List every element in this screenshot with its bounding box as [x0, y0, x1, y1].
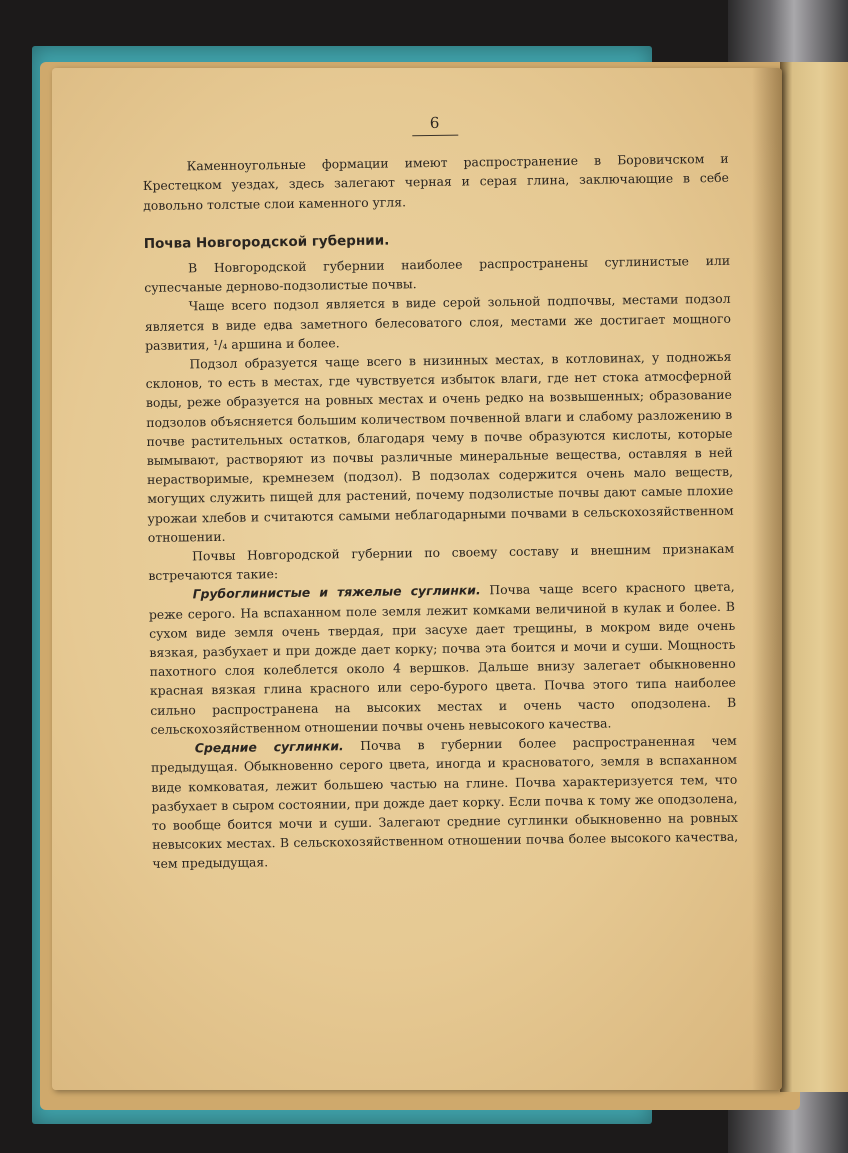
intro-paragraph: Каменноугольные формации имеют распространение в Боровичском и Крестецком уездах, здесь залегают черная и серая глина, заключающие в себе довольно толстые слои каменного угля.	[142, 151, 729, 213]
paragraph: Подзол образуется чаще всего в низинных местах, в котловинах, у подножья склонов, то есть в местах, где чувствуется избыток влаги, где нет стока атмосферной воды, реже образуется на ровных местах и очень редко на возвышенных; образование подзолов объясняется большим количеством почвенной влаги и слабому разложению в почве растительных остатков, благодаря чему в почве образуются кислоты, которые вымывают, растворяют из почвы различные минеральные вещества, оставляя в ней нерастворимые, кремнезем (подзол). В подзолах содержится очень мало веществ, могущих служить пищей для растений, почему подзолистые почвы дают самые плохие урожаи хлебов и считаются самыми неблагодарными почвами в сельскохозяйственном отношении.	[145, 348, 734, 545]
soil-type-text: Почва в губернии более распространенная чем предыдущая. Обыкновенно серого цвета, иногда и красноватого, земля в вспаханном виде комковатая, лежит большею частью на глине. Почва характеризуется тем, что разбухает в сыром состоянии, при дожде дает корку. Если почва к тому же оподзолена, то вообще боится мочи и суши. Залегают средние суглинки обыкновенно на ровных невысоких местах. В сельскохозяйственном отношении почва более высокого качества, чем предыдущая.	[150, 732, 739, 872]
soil-type-medium-loam	[151, 731, 739, 874]
paragraph: В Новгородской губернии наиболее распространены суглинистые или супесчаные дерново-подзолистые почвы.	[144, 252, 731, 296]
page-number: 6	[142, 110, 728, 137]
paragraph: Почвы Новгородской губернии по своему составу и внешним признакам встречаются такие:	[148, 540, 735, 584]
soil-type-heading: Грубоглинистые и тяжелые суглинки.	[192, 582, 481, 602]
page-text	[142, 110, 738, 874]
soil-type-heavy-loam	[149, 577, 737, 739]
paragraph: Чаще всего подзол является в виде серой зольной подпочвы, местами подзол является в виде едва заметного белесоватого слоя, местами же достигает мощного развития, ¹/₄ аршина и более.	[144, 291, 731, 353]
soil-type-heading: Средние суглинки.	[194, 738, 344, 756]
soil-type-text: Почва чаще всего красного цвета, реже серого. На вспаханном поле земля лежит комками величиной в кулак и более. В сухом виде земля очень твердая, при засухе дает трещины, в мокром виде очень вязкая, разбухает и при дожде дает корку; почва эта боится и мочи и суши. Мощность пахотного слоя колеблется около 4 вершков. Дальше внизу залегает обыкновенно красная вязкая глина красного или серо-бурого цвета. Почва этого типа наиболее сильно распространена на высоких местах и очень часто оподзолена. В сельскохозяйственном отношении почвы очень невысокого качества.	[148, 579, 737, 737]
section-title: Почва Новгородской губернии.	[143, 232, 390, 252]
right-page-edge	[780, 62, 848, 1092]
